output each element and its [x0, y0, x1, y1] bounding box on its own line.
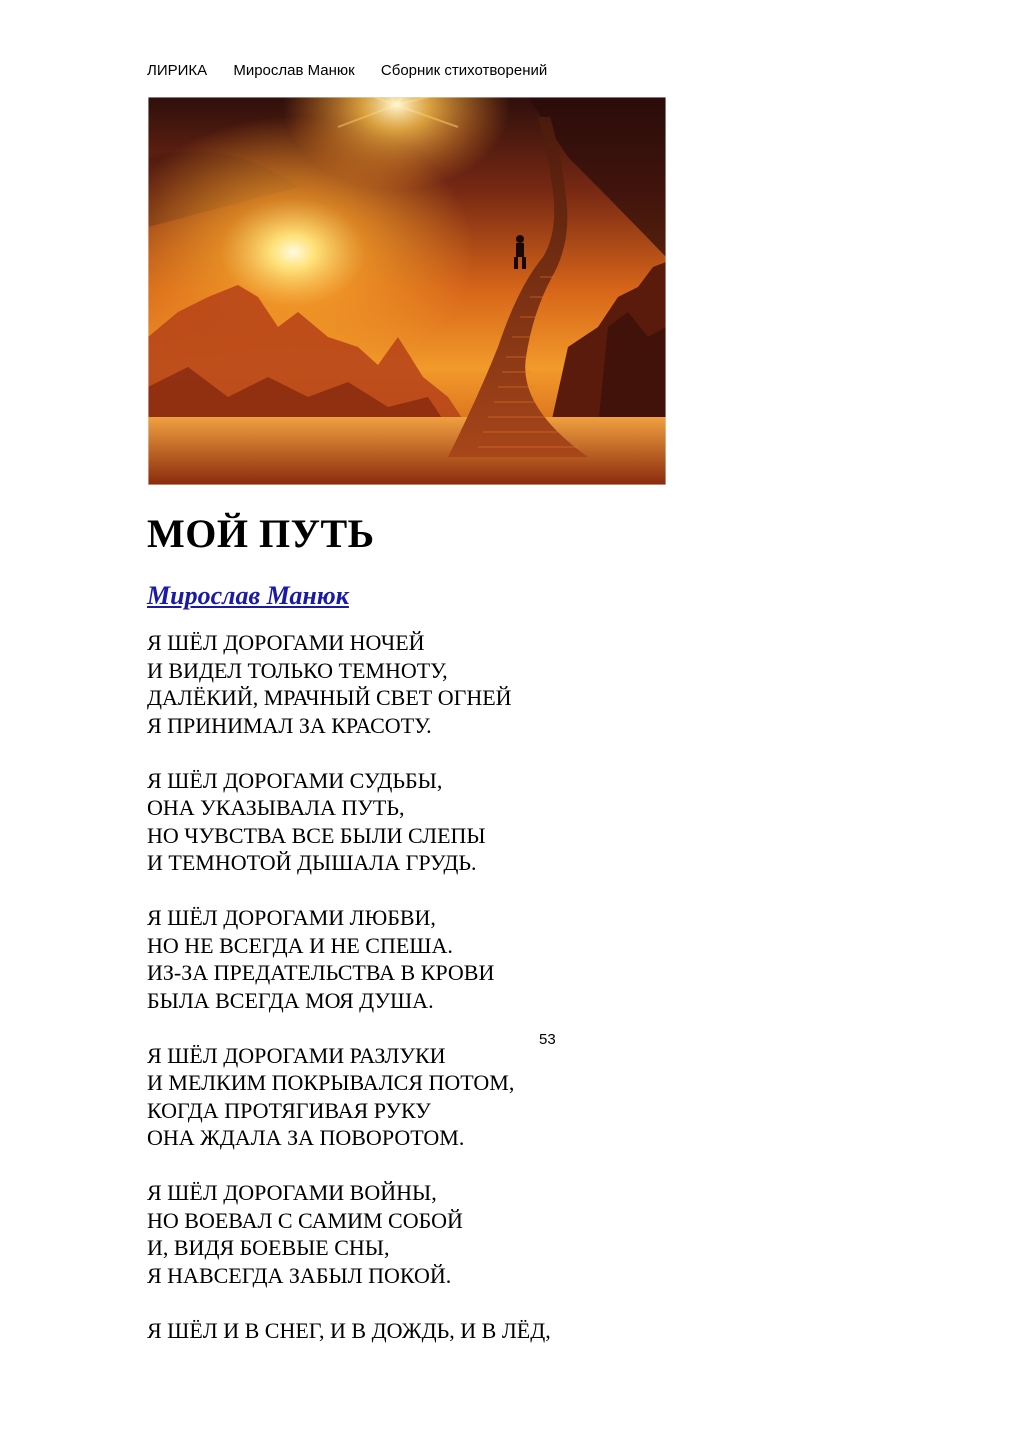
poem-line: Я ШЁЛ ДОРОГАМИ ВОЙНЫ, [147, 1180, 437, 1205]
poem-line: И МЕЛКИМ ПОКРЫВАЛСЯ ПОТОМ, [147, 1070, 515, 1095]
poem-line: Я ШЁЛ ДОРОГАМИ ЛЮБВИ, [147, 905, 436, 930]
author-link[interactable]: Мирослав Манюк [147, 581, 349, 610]
poem-line: И ВИДЕЛ ТОЛЬКО ТЕМНОТУ, [147, 657, 448, 683]
stanza [147, 767, 867, 877]
poem-line: Я НАВСЕГДА ЗАБЫЛ ПОКОЙ. [147, 1262, 452, 1288]
poem-line: Я ШЁЛ ДОРОГАМИ НОЧЕЙ [147, 630, 425, 655]
poem-line: ДАЛЁКИЙ, МРАЧНЫЙ СВЕТ ОГНЕЙ [147, 685, 512, 710]
poem-line: НО ЧУВСТВА ВСЕ БЫЛИ СЛЕПЫ [147, 822, 486, 848]
running-header [147, 62, 569, 79]
poem-line: Я ШЁЛ ДОРОГАМИ СУДЬБЫ, [147, 767, 443, 793]
poem-line: ОНА УКАЗЫВАЛА ПУТЬ, [147, 795, 405, 820]
stanza [147, 629, 867, 739]
poem-line: Я ШЁЛ И В СНЕГ, И В ДОЖДЬ, И В ЛЁД, [147, 1317, 551, 1343]
poem-line: И ТЕМНОТОЙ ДЫШАЛА ГРУДЬ. [147, 850, 477, 875]
poem-line: НО НЕ ВСЕГДА И НЕ СПЕША. [147, 932, 453, 958]
poem-line: И, ВИДЯ БОЕВЫЕ СНЫ, [147, 1235, 390, 1260]
poem-line: ОНА ЖДАЛА ЗА ПОВОРОТОМ. [147, 1125, 465, 1150]
poem-body [147, 629, 867, 1372]
poem-line: БЫЛА ВСЕГДА МОЯ ДУША. [147, 987, 434, 1013]
poem-line: Я ШЁЛ ДОРОГАМИ РАЗЛУКИ [147, 1042, 446, 1068]
stanza [147, 1317, 867, 1345]
poem-illustration [148, 97, 666, 485]
page-number: 53 [539, 1031, 556, 1048]
poem-title: МОЙ ПУТЬ [147, 511, 375, 556]
stanza [147, 1179, 867, 1289]
stanza [147, 904, 867, 1014]
header-collection: Сборник стихотворений [380, 62, 548, 79]
header-section: ЛИРИКА [147, 62, 208, 79]
poem-line: НО ВОЕВАЛ С САМИМ СОБОЙ [147, 1207, 463, 1233]
sunset-stairway-image [148, 97, 666, 485]
poem-line: Я ПРИНИМАЛ ЗА КРАСОТУ. [147, 712, 432, 738]
poem-line: КОГДА ПРОТЯГИВАЯ РУКУ [147, 1097, 431, 1123]
poem-line: ИЗ-ЗА ПРЕДАТЕЛЬСТВА В КРОВИ [147, 960, 495, 985]
stanza [147, 1042, 867, 1152]
header-author: Мирослав Манюк [233, 62, 355, 79]
